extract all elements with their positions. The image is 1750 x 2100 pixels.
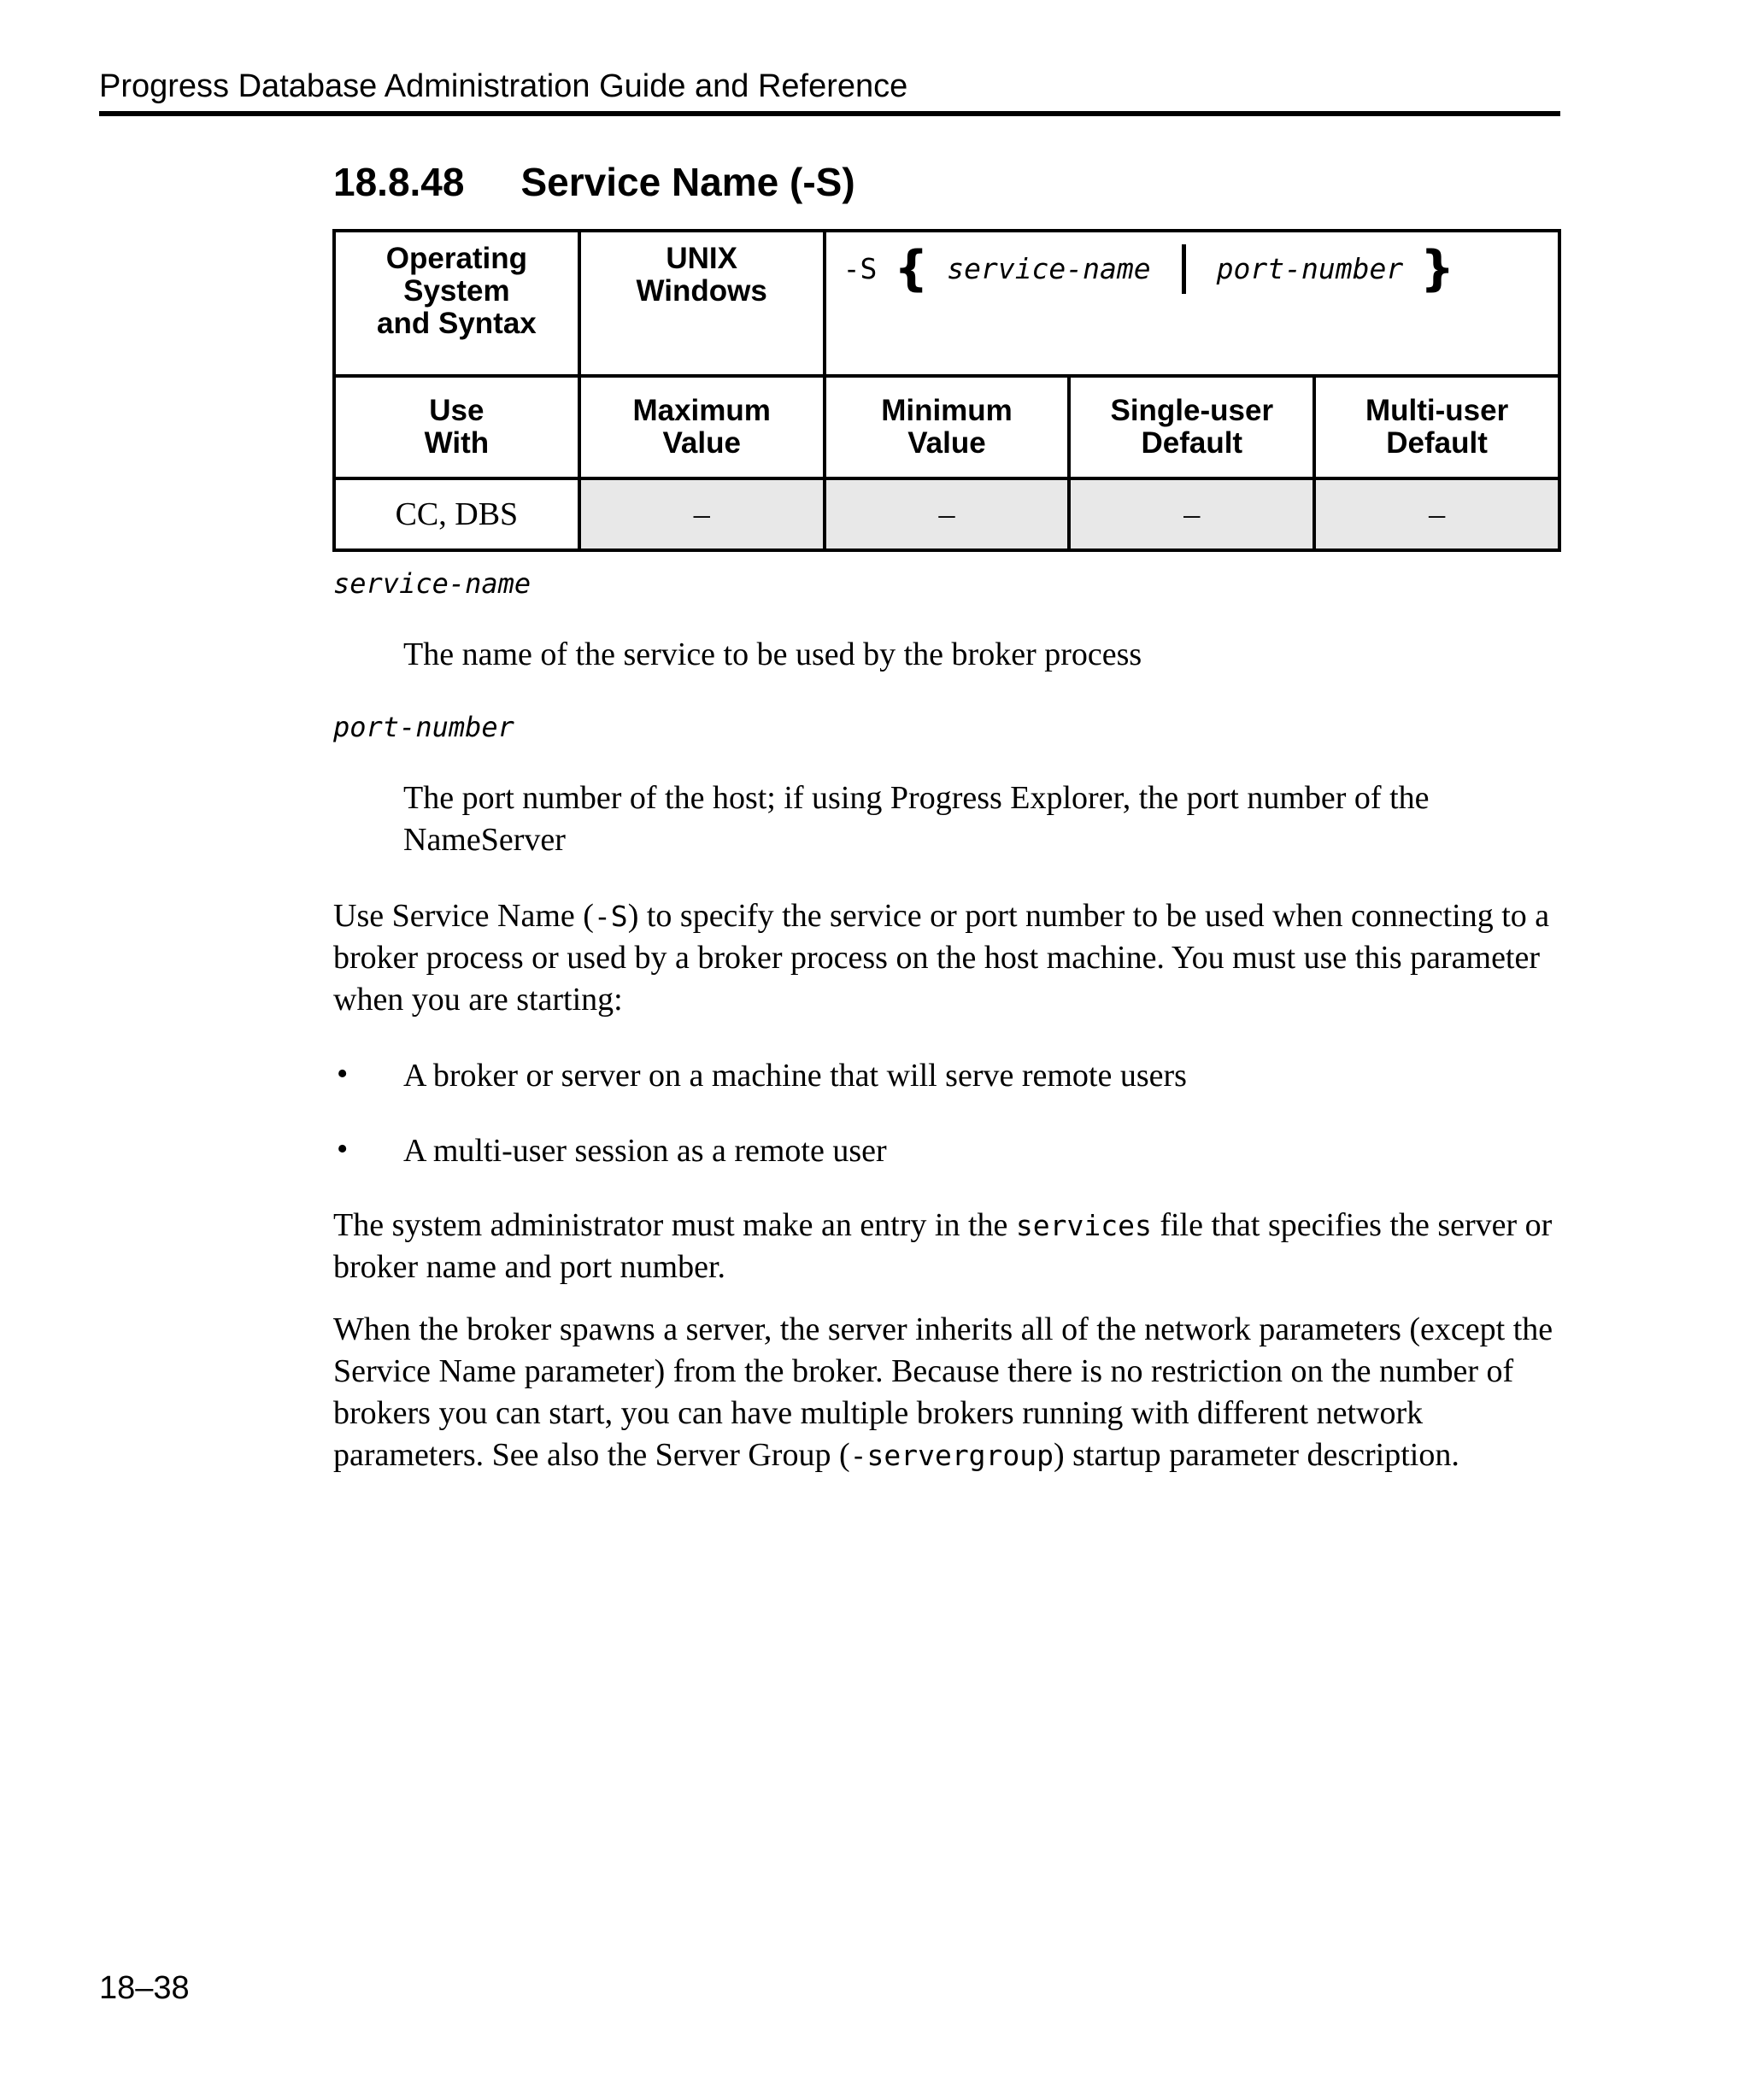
- os-cell: [579, 231, 825, 376]
- header-line: Maximum: [632, 394, 771, 427]
- os-syntax-label-line: Operating: [385, 242, 528, 275]
- text-span: Use Service Name (: [333, 898, 594, 934]
- text-span: The system administrator must make an entry in the: [333, 1207, 1016, 1243]
- syntax-option: -S: [843, 252, 878, 285]
- body-paragraph-usage: [333, 895, 1564, 1021]
- value-row: [334, 478, 1559, 550]
- brace-open: {: [894, 241, 929, 296]
- column-header-multi-user-default: [1314, 376, 1559, 478]
- header-line: Value: [907, 426, 986, 460]
- column-header-use-with: [334, 376, 579, 478]
- syntax-row: [334, 231, 1559, 376]
- bullet-icon: •: [337, 1131, 349, 1167]
- body-paragraph-broker-spawn: [333, 1309, 1564, 1476]
- header-line: With: [424, 426, 490, 460]
- bullet-item: A multi-user session as a remote user: [403, 1133, 887, 1169]
- os-name: UNIX: [666, 242, 737, 275]
- inline-code: services: [1015, 1209, 1152, 1242]
- header-line: Default: [1141, 426, 1243, 460]
- use-with-value: CC, DBS: [334, 478, 579, 550]
- definition-port-number: [403, 777, 1565, 861]
- brace-close: }: [1420, 241, 1455, 296]
- definition-line: The port number of the host; if using Progress Explorer, the port number of the: [403, 780, 1430, 816]
- column-header-maximum-value: [579, 376, 825, 478]
- term-service-name: service-name: [333, 567, 531, 600]
- column-header-minimum-value: [825, 376, 1070, 478]
- section-heading: [333, 159, 855, 205]
- syntax-cell: [825, 231, 1559, 376]
- inline-code: -servergroup: [849, 1439, 1054, 1472]
- body-paragraph-services-file: [333, 1205, 1564, 1288]
- minimum-value: –: [825, 478, 1070, 550]
- header-line: Single-user: [1110, 394, 1274, 427]
- column-header-row: [334, 376, 1559, 478]
- single-user-default-value: –: [1069, 478, 1314, 550]
- header-line: Value: [662, 426, 741, 460]
- os-syntax-label-line: and Syntax: [377, 307, 537, 340]
- syntax-arg-service-name: service-name: [947, 252, 1151, 285]
- header-rule: [99, 111, 1560, 116]
- term-port-number: port-number: [333, 711, 514, 743]
- header-line: Minimum: [881, 394, 1013, 427]
- multi-user-default-value: –: [1314, 478, 1559, 550]
- definition-line: NameServer: [403, 822, 566, 858]
- os-name: Windows: [636, 274, 767, 308]
- parameter-table: [332, 229, 1561, 552]
- bullet-icon: •: [337, 1056, 349, 1092]
- maximum-value: –: [579, 478, 825, 550]
- text-span: ) to specify the service or port number to be used when connecting to a broker process or used by a broker process on the host machine. You must use this parameter when you are starting:: [333, 898, 1550, 1018]
- bullet-item: A broker or server on a machine that will serve remote users: [403, 1058, 1187, 1094]
- section-title: Service Name (-S): [520, 160, 855, 204]
- syntax-arg-port-number: port-number: [1216, 252, 1404, 285]
- header-line: Use: [429, 394, 484, 427]
- os-syntax-label-cell: [334, 231, 579, 376]
- text-span: When the broker spawns a server, the server inherits all of the network parameters (except the Service Name parameter) from the broker. Because there is no restriction on the number of brokers you can start, you can have multiple brokers running with different network parameters. See also the Server Group (: [333, 1311, 1553, 1473]
- text-span: file that specifies the server or broker name and port number.: [333, 1207, 1553, 1285]
- running-header-title: Progress Database Administration Guide and Reference: [99, 68, 908, 104]
- page-number: 18–38: [99, 1970, 190, 2006]
- text-span: ) startup parameter description.: [1054, 1437, 1459, 1473]
- os-syntax-label-line: System: [403, 274, 510, 308]
- inline-code: -S: [593, 900, 628, 933]
- column-header-single-user-default: [1069, 376, 1314, 478]
- choice-separator-bar: [1182, 244, 1186, 294]
- header-line: Multi-user: [1365, 394, 1509, 427]
- header-line: Default: [1386, 426, 1488, 460]
- syntax-line: [843, 241, 1558, 296]
- section-number: 18.8.48: [333, 160, 465, 204]
- definition-service-name: The name of the service to be used by the broker process: [403, 636, 1142, 672]
